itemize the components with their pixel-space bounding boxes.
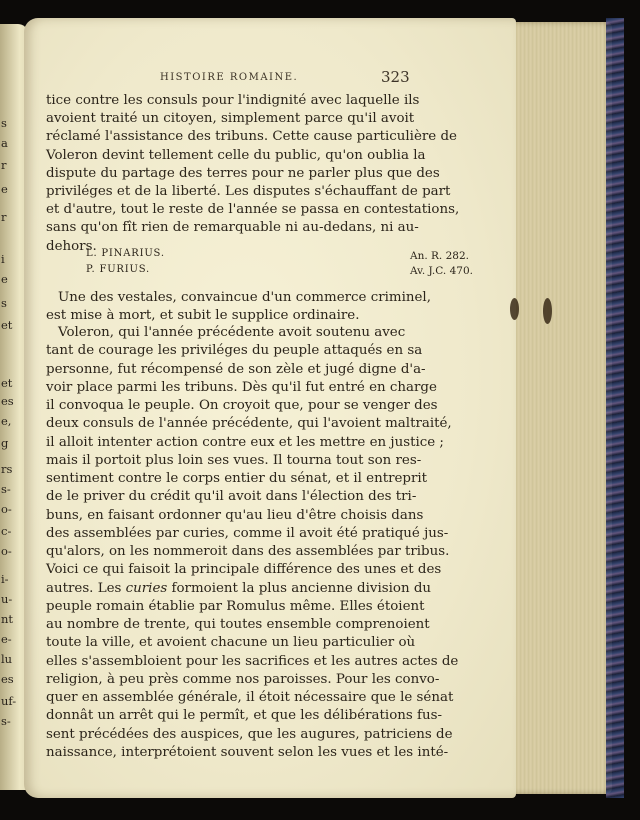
- consul-name: P. FURIUS.: [86, 264, 151, 275]
- consul-name: L. PINARIUS.: [86, 248, 165, 259]
- text-line: Voleron, qui l'année précédente avoit soutenu avec: [58, 325, 406, 340]
- text-line: et d'autre, tout le reste de l'année se passa en contestations,: [46, 202, 460, 218]
- text-line: tant de courage les priviléges du peuple attaqués en sa: [46, 343, 423, 359]
- left-page-fragment: s-: [1, 714, 11, 728]
- left-page-fragment: g: [1, 436, 9, 450]
- text-line: des assemblées par curies, comme il avoit été pratiqué jus-: [46, 525, 449, 541]
- text-line: [46, 580, 432, 598]
- left-page-fragment: et: [1, 318, 13, 332]
- text-line: avoient traité un citoyen, simplement parce qu'il avoit: [46, 111, 415, 127]
- running-head: HISTOIRE ROMAINE.: [160, 72, 299, 83]
- left-page-fragment: rs: [1, 462, 13, 476]
- text-line: réclamé l'assistance des tribuns. Cette cause particulière de: [46, 129, 457, 145]
- text-line: mais il portoit plus loin ses vues. Il tourna tout son res-: [46, 452, 422, 468]
- left-page-fragment: a: [1, 136, 8, 150]
- text-line: sent précédées des auspices, que les augures, patriciens de: [46, 726, 453, 742]
- text-line: quer en assemblée générale, il étoit nécessaire que le sénat: [46, 690, 454, 705]
- left-page-fragment: es: [1, 394, 14, 408]
- text-line: voir place parmi les tribuns. Dès qu'il fut entré en charge: [46, 379, 437, 395]
- text-line: il convoqua le peuple. On croyoit que, pour se venger des: [46, 398, 438, 413]
- left-page-fragment: e,: [1, 414, 12, 428]
- margin-date-note: Av. J.C. 470.: [410, 265, 473, 277]
- left-page-fragment: nt: [1, 612, 14, 626]
- left-page-fragment: r: [1, 158, 7, 172]
- text-line: toute la ville, et avoient chacune un lieu particulier où: [46, 635, 416, 651]
- left-page-fragment: lu: [1, 652, 13, 666]
- text-line: religion, à peu près comme nos paroisses. Pour les convo-: [46, 671, 440, 687]
- text-line: sans qu'on fît rien de remarquable ni au-dedans, ni au-: [46, 220, 419, 236]
- left-page-fragment: e: [1, 182, 8, 196]
- text-line: au nombre de trente, qui toutes ensemble comprenoient: [46, 617, 430, 632]
- left-page-fragment: e-: [1, 632, 12, 646]
- left-page-fragment: i: [1, 252, 5, 266]
- left-page-fragment: c-: [1, 524, 12, 538]
- text-span: autres. Les: [46, 580, 126, 596]
- text-line: de le priver du crédit qu'il avoit dans l'élection des tri-: [46, 489, 417, 505]
- left-page-fragment: s: [1, 116, 7, 130]
- left-page-fragment: es: [1, 672, 14, 686]
- text-line: est mise à mort, et subit le supplice ordinaire.: [46, 308, 360, 323]
- left-page-fragment: i-: [1, 572, 9, 586]
- text-line: donnât un arrêt qui le permît, et que les délibérations fus-: [46, 708, 442, 724]
- marbled-cover-edge: [606, 18, 624, 798]
- text-line: elles s'assembloient pour les sacrifices et les autres actes de: [46, 653, 459, 669]
- text-line: dehors.: [46, 238, 97, 254]
- text-line: dispute du partage des terres pour ne parler plus que des: [46, 165, 440, 181]
- left-page-fragment: et: [1, 376, 13, 390]
- text-line: priviléges et de la liberté. Les disputes s'échauffant de part: [46, 184, 451, 199]
- text-line: deux consuls de l'année précédente, qui l'avoient maltraité,: [46, 416, 452, 432]
- left-page-fragment: uf-: [1, 694, 17, 708]
- left-page-fragment: r: [1, 210, 7, 224]
- text-line: tice contre les consuls pour l'indignité avec laquelle ils: [46, 93, 420, 108]
- page-number: 323: [381, 68, 410, 86]
- text-line: personne, fut récompensé de son zèle et jugé digne d'a-: [46, 361, 426, 377]
- text-line: il alloit intenter action contre eux et les mettre en justice ;: [46, 434, 444, 450]
- text-line: Voici ce qui faisoit la principale différence des unes et des: [46, 562, 442, 578]
- text-line: qu'alors, on les nommeroit dans des assemblées par tribus.: [46, 544, 450, 559]
- left-page-fragment: e: [1, 272, 8, 286]
- stain-mark: [510, 298, 519, 320]
- stain-mark: [543, 298, 552, 324]
- text-line: Une des vestales, convaincue d'un commerce criminel,: [58, 290, 431, 305]
- left-page-fragment: s-: [1, 482, 11, 496]
- left-page-fragment: s: [1, 296, 7, 310]
- left-page-fragment: o-: [1, 544, 12, 558]
- text-line: Voleron devint tellement celle du public, qu'on oublia la: [46, 147, 426, 163]
- page-block-edges: [508, 22, 612, 794]
- left-page-fragment: o-: [1, 502, 12, 516]
- text-span: formoient la plus ancienne division du: [167, 580, 432, 596]
- text-line: naissance, interprétoient souvent selon les vues et les inté-: [46, 744, 449, 760]
- italic-term: curies: [125, 580, 168, 596]
- text-line: peuple romain établie par Romulus même. Elles étoient: [46, 598, 425, 614]
- left-page-fragment: u-: [1, 592, 13, 606]
- text-line: buns, en faisant ordonner qu'au lieu d'être choisis dans: [46, 507, 424, 523]
- margin-date-note: An. R. 282.: [410, 250, 469, 262]
- text-line: sentiment contre le corps entier du sénat, et il entreprit: [46, 471, 428, 486]
